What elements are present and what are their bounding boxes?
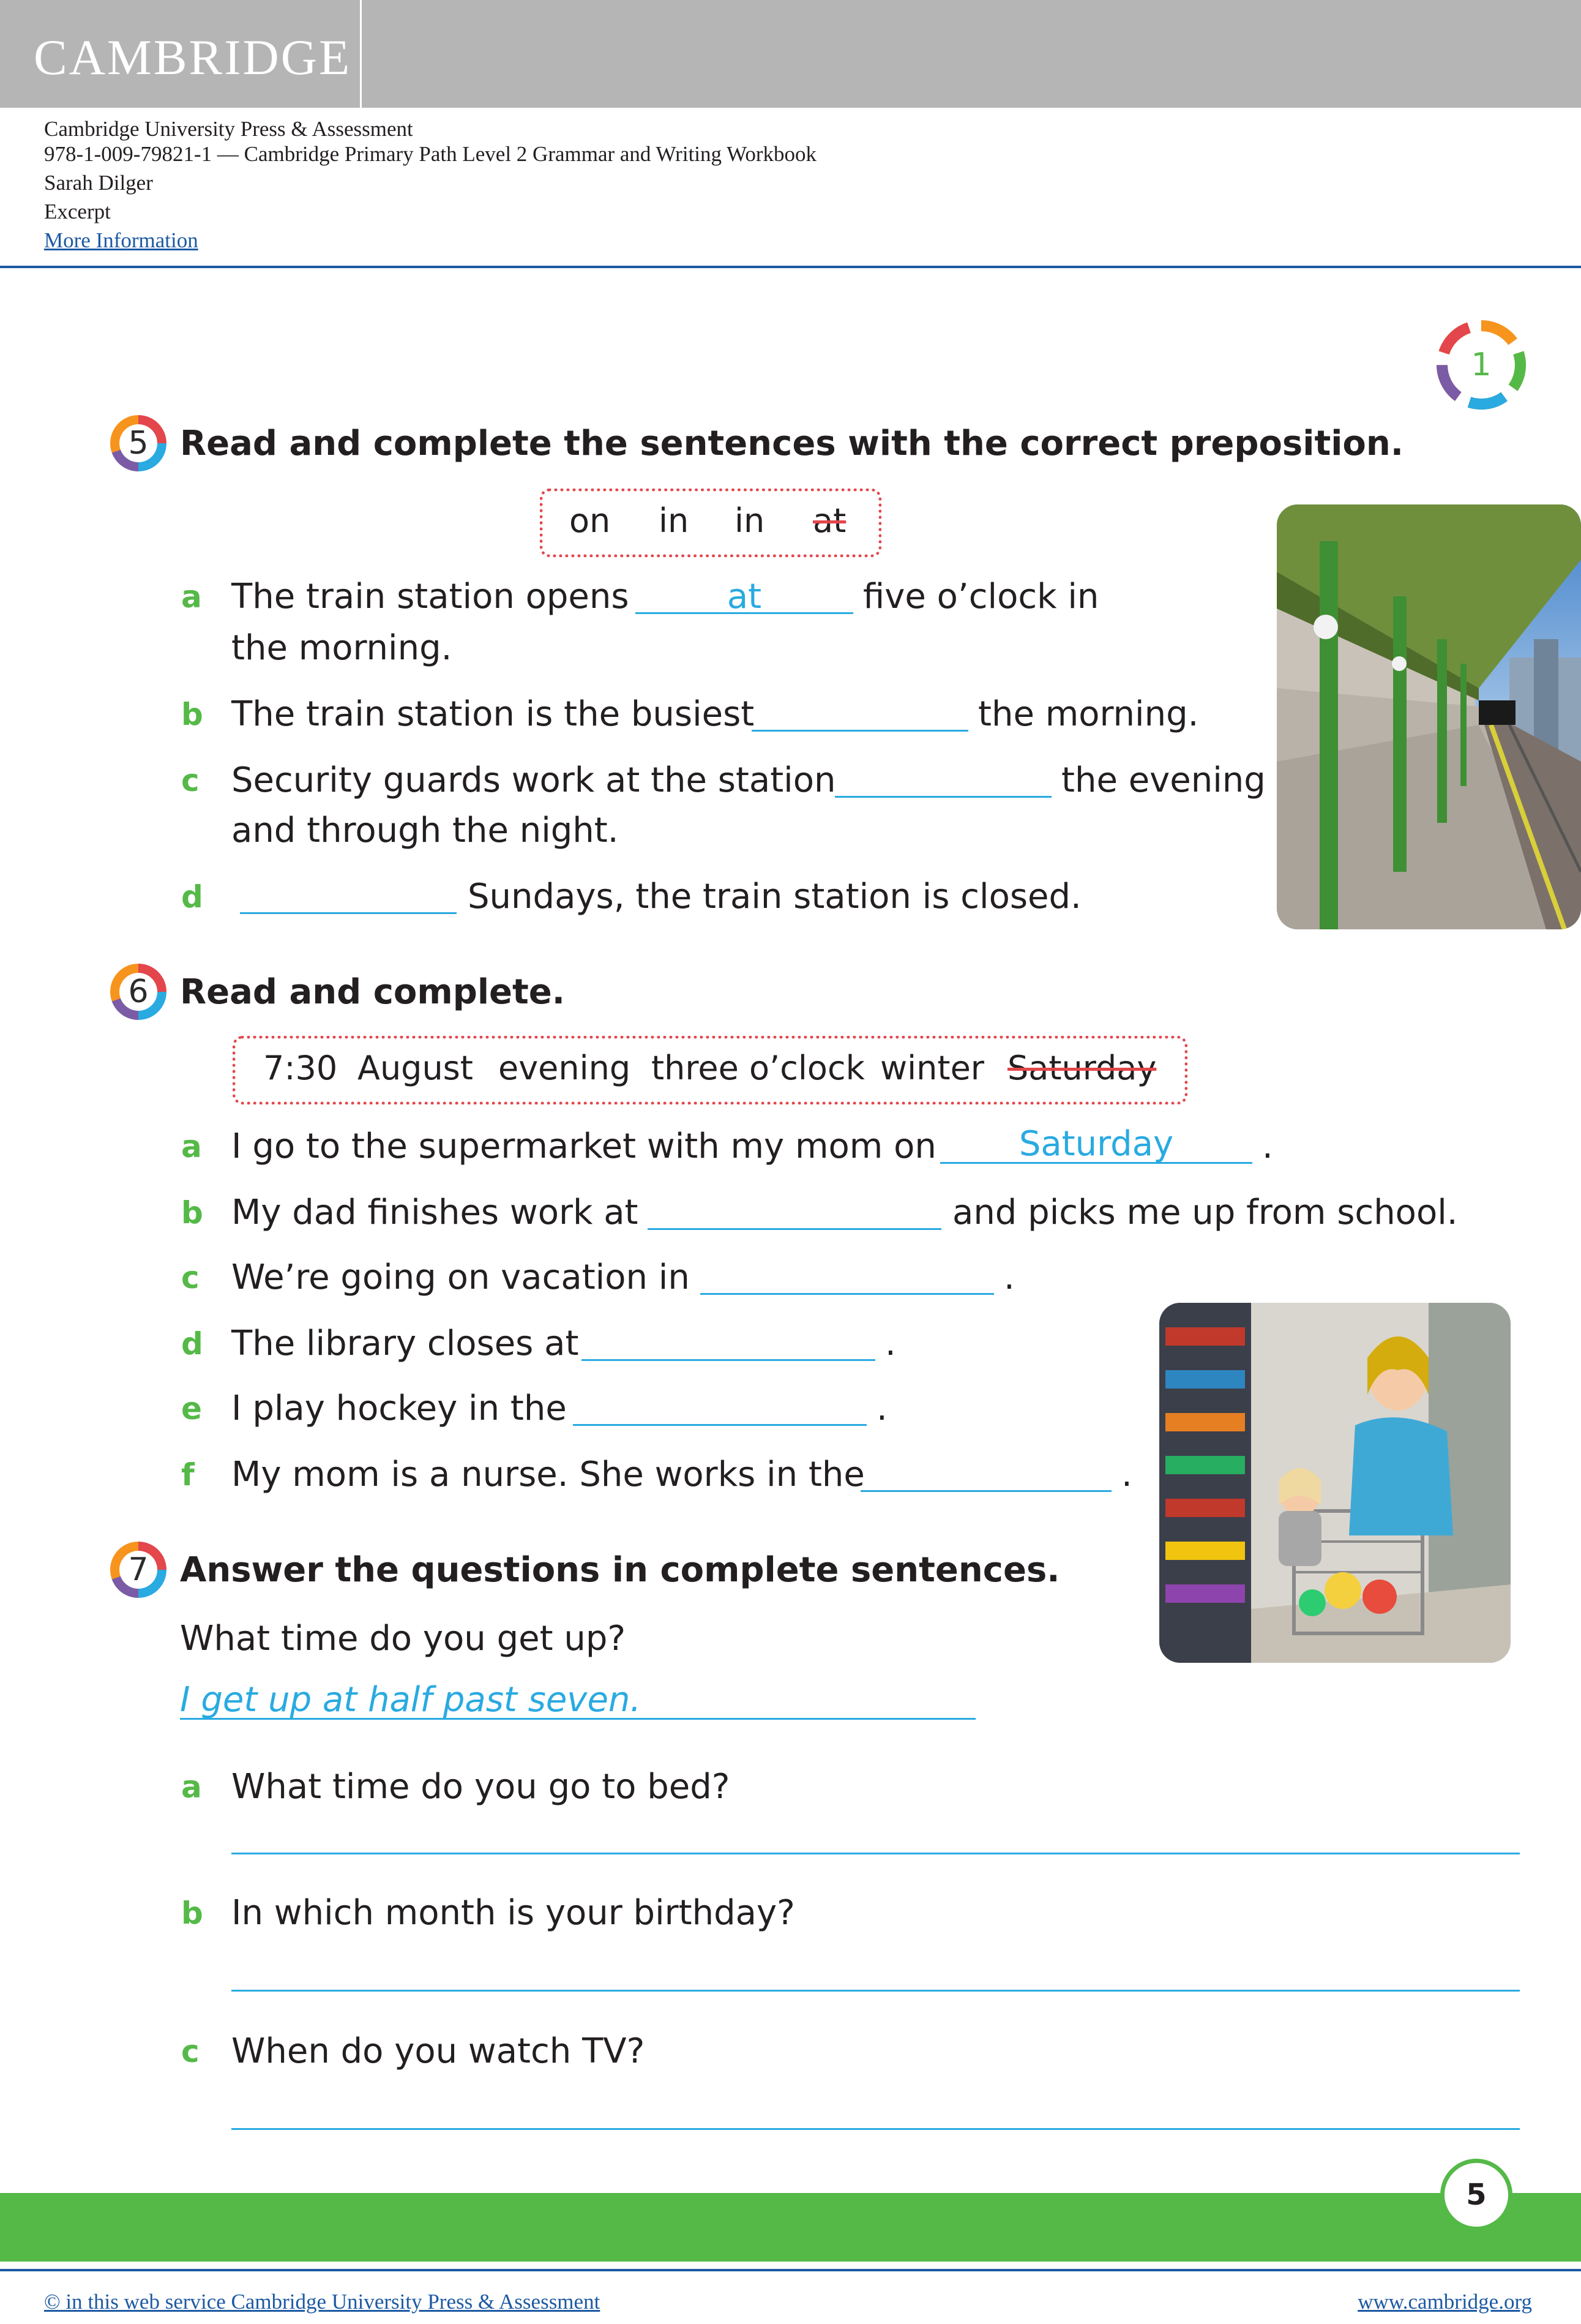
- ex6-word: winter: [880, 1049, 984, 1087]
- ex6b-text-after: and picks me up from school.: [952, 1193, 1458, 1232]
- ex5c-text-before: Security guards work at the station: [231, 760, 836, 800]
- ex5c-blank[interactable]: [835, 796, 1052, 798]
- header-divider: [360, 0, 362, 108]
- ex6d-blank[interactable]: [581, 1359, 875, 1361]
- ex6f-text-before: My mom is a nurse. She works in the: [231, 1455, 865, 1494]
- train-station-photo: [1277, 504, 1581, 929]
- ex5a-answer: at: [727, 577, 762, 617]
- ex6-word: evening: [498, 1049, 631, 1087]
- ex7a-answer-line[interactable]: [231, 1853, 1520, 1854]
- ex7c-answer-line[interactable]: [231, 2128, 1520, 2130]
- ex6b-blank[interactable]: [648, 1228, 941, 1230]
- ex6-word: August: [357, 1049, 473, 1087]
- ex7-example-answer: I get up at half past seven.: [180, 1680, 641, 1720]
- author-line: Sarah Dilger: [44, 171, 153, 195]
- ex5d-blank[interactable]: [240, 912, 457, 914]
- item-letter: e: [181, 1391, 202, 1426]
- item-letter: a: [181, 579, 202, 615]
- item-letter: c: [181, 2034, 200, 2069]
- header-rule: [0, 266, 1581, 268]
- exercise-6-number-badge: [110, 964, 166, 1020]
- exercise-5-heading: Read and complete the sentences with the correct preposition.: [180, 424, 1404, 463]
- item-letter: c: [181, 1260, 200, 1295]
- ex6f-blank[interactable]: [861, 1490, 1112, 1492]
- ex5-word: in: [659, 501, 689, 540]
- ex5b-text-after: the morning.: [978, 694, 1199, 734]
- ex5d-text-after: Sundays, the train station is closed.: [468, 877, 1082, 916]
- publisher-line: Cambridge University Press & Assessment: [44, 117, 413, 141]
- item-letter: f: [181, 1457, 195, 1493]
- item-letter: c: [181, 763, 200, 798]
- unit-badge: [1432, 316, 1530, 414]
- ex5b-blank[interactable]: [752, 730, 968, 732]
- ex6c-text-before: We’re going on vacation in: [231, 1258, 690, 1297]
- ex6a-answer: Saturday: [1018, 1124, 1174, 1164]
- exercise-6-number: 6: [119, 973, 157, 1011]
- page-number: 5: [1440, 2159, 1512, 2231]
- ex6a-text-before: I go to the supermarket with my mom on: [231, 1126, 936, 1166]
- footer-rule: [0, 2269, 1581, 2271]
- more-information-link[interactable]: More Information: [44, 228, 198, 252]
- ex5c-text-line2: and through the night.: [231, 811, 619, 850]
- train-platform-image: [1277, 504, 1581, 929]
- exercise-7-heading: Answer the questions in complete sentences.: [180, 1550, 1060, 1590]
- ex7a-question: What time do you go to bed?: [231, 1767, 730, 1807]
- supermarket-photo: [1159, 1303, 1511, 1663]
- ex6b-text-before: My dad finishes work at: [231, 1193, 638, 1232]
- book-title-line: 978-1-009-79821-1 — Cambridge Primary Path Level 2 Grammar and Writing Workbook: [44, 142, 817, 166]
- website-link[interactable]: www.cambridge.org: [1358, 2290, 1532, 2314]
- ex7c-question: When do you watch TV?: [231, 2031, 645, 2071]
- exercise-5-number: 5: [119, 424, 157, 462]
- ex6-word-struck: Saturday: [1007, 1049, 1157, 1087]
- exercise-6-heading: Read and complete.: [180, 972, 566, 1012]
- ex5a-text-line2: the morning.: [231, 628, 452, 668]
- copyright-link[interactable]: © in this web service Cambridge University Press & Assessment: [44, 2290, 600, 2314]
- exercise-7-number: 7: [119, 1551, 157, 1589]
- item-letter: a: [181, 1129, 202, 1164]
- item-letter: a: [181, 1769, 202, 1805]
- ex5a-text-before: The train station opens: [231, 577, 629, 617]
- ex6-word: 7:30: [263, 1049, 338, 1087]
- item-letter: d: [181, 879, 203, 915]
- ex6e-text-after: .: [876, 1389, 888, 1428]
- ex6f-text-after: .: [1121, 1455, 1132, 1494]
- ex7b-answer-line[interactable]: [231, 1990, 1520, 1992]
- exercise-7-number-badge: [110, 1542, 166, 1598]
- ex6d-text-before: The library closes at: [231, 1324, 579, 1363]
- ex6c-blank[interactable]: [700, 1293, 994, 1295]
- ex6d-text-after: .: [885, 1324, 896, 1363]
- item-letter: d: [181, 1326, 203, 1362]
- ex5-word: in: [734, 501, 765, 540]
- ex6e-blank[interactable]: [573, 1424, 867, 1426]
- item-letter: b: [181, 697, 203, 732]
- cambridge-logo: CAMBRIDGE: [34, 29, 352, 85]
- ex7b-question: In which month is your birthday?: [231, 1893, 795, 1933]
- ex7-example-question: What time do you get up?: [180, 1619, 626, 1659]
- supermarket-shopping-image: [1159, 1303, 1511, 1663]
- ex5b-text-before: The train station is the busiest: [231, 694, 755, 734]
- ex6a-text-after: .: [1262, 1126, 1273, 1166]
- ex5c-text-after: the evening: [1061, 760, 1266, 800]
- unit-number: 1: [1471, 347, 1492, 383]
- footer-green-band: [0, 2193, 1581, 2262]
- ex5-word-struck: at: [813, 501, 847, 540]
- ex6e-text-before: I play hockey in the: [231, 1389, 567, 1428]
- item-letter: b: [181, 1195, 203, 1231]
- ex6-word: three o’clock: [651, 1049, 865, 1087]
- item-letter: b: [181, 1895, 203, 1931]
- ex5-word: on: [569, 501, 611, 540]
- exercise-5-number-badge: [110, 415, 166, 471]
- ex6c-text-after: .: [1004, 1258, 1015, 1297]
- excerpt-line: Excerpt: [44, 200, 111, 223]
- ex5a-text-after: five o’clock in: [863, 577, 1099, 617]
